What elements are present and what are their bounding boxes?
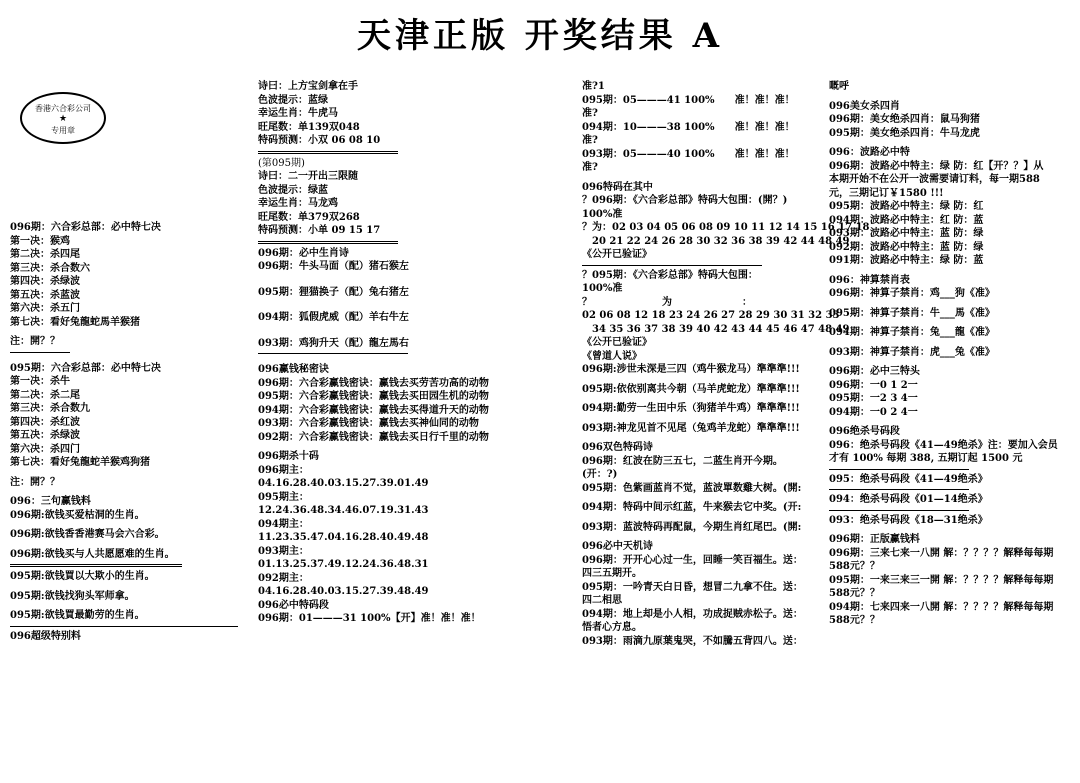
col1-line: 096期:欲钱买与人共愿愿难的生肖。 — [10, 548, 175, 560]
col2-line: 096期：必中生肖诗 — [258, 247, 349, 259]
col4-line: 095：绝杀号码段《41—49绝杀》 — [829, 473, 988, 485]
col2-line: 096期：六合彩赢钱密诀：赢钱去买劳苦功高的动物 — [258, 377, 489, 389]
col4-line: 094期：神算子禁肖：兔___龍《准》 — [829, 327, 995, 338]
divider — [829, 489, 969, 490]
col3-line: 094期:勤劳一生田中乐（狗猪羊牛鸡）準準準!!! — [582, 403, 800, 414]
col3-line: 096特码在其中 — [582, 181, 653, 193]
col4-line: 096期：三来七来一八開 解：？？？？解释每每期588元？？ — [829, 547, 1054, 572]
column-2 — [258, 80, 498, 626]
col4-line: 嘅呼 — [829, 81, 849, 92]
col3-line: 093期：05———40 100% 准！准！准！ — [582, 148, 795, 160]
divider — [258, 241, 398, 244]
col2-line: 诗曰：上方宝剑拿在手 — [258, 81, 358, 92]
col3-line: 准? — [582, 108, 598, 119]
col1-line: 第五决：杀绿波 — [10, 430, 80, 441]
col2-line: 094期：狐假虎威（配）羊右牛左 — [258, 312, 409, 323]
col1-line: 096期：六合彩总部：必中特七决 — [10, 222, 161, 233]
col2-line: 旺尾数：单139双048 — [258, 121, 360, 133]
divider — [829, 510, 969, 511]
col2-line: 旺尾数：单379双268 — [258, 211, 360, 223]
col3-line: ？095期：《六合彩总部》特码大包围： — [582, 269, 758, 281]
col4-line: 096期：美女绝杀四肖：鼠马狗猪 — [829, 114, 980, 125]
col1-line: 第二决：杀二尾 — [10, 389, 80, 401]
col2-line: (第095期) — [258, 157, 305, 169]
col3-line: 准? — [582, 135, 598, 146]
col1-line: 第三决：杀合数六 — [10, 262, 90, 274]
col1-line: 第一决：杀牛 — [10, 376, 70, 387]
col4-line: 096绝杀号码段 — [829, 426, 900, 437]
col4-line: 093：绝杀号码段《18—31绝杀》 — [829, 514, 988, 526]
col4-line: 095期：波路必中特主：绿 防：红 — [829, 201, 984, 212]
col3-line: 096必中天机诗 — [582, 541, 653, 552]
col2-line: 096必中特码段 — [258, 599, 329, 611]
col4-line: 096期：神算子禁肖：鸡___狗《准》 — [829, 288, 995, 299]
col3-line: 094期：特码中间示红蓝，牛来猴去它中奖。(开: — [582, 502, 802, 513]
col1-line: 096期:欲钱买爱枯洞的生肖。 — [10, 509, 145, 521]
col4-line: 096：神算禁肖表 — [829, 274, 910, 286]
col4-line: 元，三期记订￥1580 !!! — [829, 187, 944, 199]
col3-line: 096期:涉世未深是三四（鸡牛猴龙马）準準準!!! — [582, 364, 800, 375]
col1-line: 第三决：杀合数九 — [10, 403, 90, 414]
col3-line: 093期:神龙见首不见尾（兔鸡羊龙蛇）準準準!!! — [582, 422, 800, 434]
col4-line: 095期：一2 3 4一 — [829, 393, 918, 404]
col4-line: 093期：波路必中特主：蓝 防：绿 — [829, 228, 984, 239]
divider — [10, 626, 238, 627]
col3-line: ？为：02 03 04 05 06 08 09 10 11 12 14 15 16 17 18 — [582, 222, 870, 233]
col3-line: ？096期：《六合彩总部》特码大包围：(開？) — [582, 195, 788, 206]
col3-line: 096期：开开心心过一生，回睡一笑百福生。送：四三五期开。 — [582, 554, 803, 579]
seal-label: 专用章 — [51, 126, 75, 135]
col1-line: 第七决：看好兔龍蛇羊猴鸡狗猪 — [10, 457, 150, 468]
col4-line: 095期：一来三来三一開 解：？？？？解释每每期588元？？ — [829, 574, 1054, 599]
col4-line: 093期：神算子禁肖：虎___兔《准》 — [829, 346, 995, 358]
col3-line: 准?1 — [582, 81, 605, 92]
col3-line: 096双色特码诗 — [582, 442, 653, 453]
col2-line: 094期：六合彩赢钱密诀：赢钱去买得道升天的动物 — [258, 404, 489, 416]
divider — [258, 353, 408, 354]
col4-line: 096期：波路必中特主：绿 防：红【开？？】从 — [829, 160, 1044, 172]
col2-line: 特码预测：小双 06 08 10 — [258, 135, 381, 146]
col2-line: 095期：六合彩赢钱密诀：赢钱去买田园生机的动物 — [258, 391, 489, 402]
divider — [10, 564, 182, 567]
col2-line: 色波提示：蓝绿 — [258, 94, 328, 106]
col3-line: 096期：红波在防三五七，二蓝生肖开今期。(开：?) — [582, 455, 783, 480]
col4-line: 096：绝杀号码段《41—49绝杀》注：要加入会员 — [829, 439, 1058, 451]
col3-line: 095期：05———41 100% 准！准！准！ — [582, 94, 795, 106]
col4-line: 095期：美女绝杀四肖：牛马龙虎 — [829, 127, 980, 139]
col2-line: 096期：牛头马面（配）猪石猴左 — [258, 261, 409, 272]
col3-line: 《公开已验证》 — [582, 249, 652, 260]
col1-line: 第二决：杀四尾 — [10, 249, 80, 260]
col1-line: 096期:欲钱香香港赛马会六合彩。 — [10, 529, 165, 540]
col3-line: 《公开已验证》 — [582, 337, 652, 348]
col3-line: 093期：雨滴九原葉鬼哭，不如騰五背四八。送： — [582, 635, 803, 647]
col4-line: 096期：必中三特头 — [829, 366, 920, 377]
col2-line: 095期主：12.24.36.48.34.46.07.19.31.43 — [258, 491, 429, 516]
col2-line: 093期主：01.13.25.37.49.12.24.36.48.31 — [258, 545, 429, 570]
col2-line: 色波提示：绿蓝 — [258, 184, 328, 196]
col1-line: 096：三句赢钱料 — [10, 496, 91, 507]
col3-line: 094期：10———38 100% 准！准！准！ — [582, 121, 795, 133]
col1-line: 注：開？？ — [10, 336, 60, 347]
col1-line: 第六决：杀五门 — [10, 303, 80, 314]
divider — [582, 265, 762, 266]
col3-line: 095期:依依别离共今朝（马羊虎蛇龙）準準準!!! — [582, 383, 800, 395]
col2-line: 094期主：11.23.35.47.04.16.28.40.49.48 — [258, 518, 429, 543]
col2-line: 诗曰：二一开出三限随 — [258, 171, 358, 182]
col4-line: 096期：一0 1 2一 — [829, 379, 918, 391]
col2-line: 096期杀十码 — [258, 451, 319, 462]
col4-line: 094期：波路必中特主：红 防：蓝 — [829, 214, 984, 226]
col4-line: 092期：波路必中特主：蓝 防：绿 — [829, 241, 984, 253]
seal-text: 香港六合彩公司 — [35, 104, 91, 113]
divider — [10, 352, 70, 353]
col2-line: 096赢钱秘密诀 — [258, 364, 329, 375]
col3-line: 093期：蓝波特码再配鼠，今期生肖红尾巴。(開: — [582, 521, 802, 533]
col1-line: 096超级特别料 — [10, 630, 81, 642]
col2-line: 093期：六合彩赢钱密诀：赢钱去买神仙同的动物 — [258, 418, 479, 429]
col2-line: 092期主：04.16.28.40.03.15.27.39.48.49 — [258, 572, 429, 597]
col2-line: 093期：鸡狗升天（配）龍左馬右 — [258, 337, 409, 349]
col4-line: 096美女杀四肖 — [829, 100, 900, 112]
col3-line: 准? — [582, 162, 598, 173]
col3-line: 《曾道人说》 — [582, 350, 642, 362]
col2-line: 096期主：04.16.28.40.03.15.27.39.01.49 — [258, 464, 429, 489]
col4-line: 094期：七来四来一八開 解：？？？？解释每每期588元？？ — [829, 601, 1054, 626]
col4-line: 096：波路必中特 — [829, 147, 910, 158]
col3-line: 095期：一吟青天白日昏，想冒二九拿不住。送：四二相思 — [582, 581, 803, 606]
col2-line: 特码预测：小单 09 15 17 — [258, 225, 381, 236]
col1-line: 第四决：杀红波 — [10, 416, 80, 428]
col3-line: 02 06 08 12 18 23 24 26 27 28 29 30 31 32 33 — [582, 310, 840, 321]
col4-line: 096期：正版赢钱料 — [829, 534, 920, 545]
col3-line: 34 35 36 37 38 39 40 42 43 44 45 46 47 48 49 — [582, 323, 850, 335]
col3-line: 100%准 — [582, 283, 623, 294]
divider — [258, 151, 398, 154]
page-title: 天津正版 开奖结果 A — [356, 16, 724, 56]
col3-line: 095期：色紫画蓝肖不觉，蓝波單数雞大树。(開: — [582, 482, 802, 494]
col1-line: 第七决：看好兔龍蛇馬羊猴猪 — [10, 316, 140, 328]
col2-line: 幸运生肖：牛虎马 — [258, 108, 338, 119]
col1-line: 095期：六合彩总部：必中特七决 — [10, 362, 161, 374]
col3-line: 094期：地上却是小人相，功成捉贼赤松子。送：悟者心方息。 — [582, 608, 803, 633]
col4-line: 095期：神算子禁肖：牛___馬《准》 — [829, 307, 995, 319]
col2-line: 096期：01———31 100%【开】准！准！准！ — [258, 613, 481, 624]
col1-line: 注：開？？ — [10, 476, 60, 488]
col4-line: 094期：一0 2 4一 — [829, 406, 918, 418]
col1-line: 095期:欲钱買以大欺小的生肖。 — [10, 571, 155, 582]
col4-line: 094：绝杀号码段《01—14绝杀》 — [829, 494, 988, 505]
col1-line: 第四决：杀绿波 — [10, 276, 80, 287]
col1-line: 第一决：猴鸡 — [10, 235, 70, 247]
col3-line: 100%准 — [582, 208, 623, 220]
column-1 — [10, 221, 240, 643]
col1-line: 095期:欲钱找狗头军师拿。 — [10, 590, 135, 602]
divider — [829, 469, 969, 470]
company-seal — [20, 92, 106, 144]
col2-line: 095期：狸猫换子（配）兔右猪左 — [258, 286, 409, 298]
col2-line: 092期：六合彩赢钱密诀：赢钱去买日行千里的动物 — [258, 431, 489, 443]
col3-line: 20 21 22 24 26 28 30 32 36 38 39 42 44 48 49 — [582, 235, 850, 247]
col3-line: ？ 为 ： — [582, 296, 752, 308]
col4-line: 091期：波路必中特主：绿 防：蓝 — [829, 255, 984, 266]
col2-line: 幸运生肖：马龙鸡 — [258, 198, 338, 209]
col4-line: 才有 100% 每期 388, 五期订起 1500 元 — [829, 453, 1023, 464]
col1-line: 第五决：杀蓝波 — [10, 289, 80, 301]
col1-line: 095期:欲钱買最勤劳的生肖。 — [10, 610, 145, 621]
col4-line: 本期开始不在公开一波需要请订料，每一期588 — [829, 174, 1040, 185]
col1-line: 第六决：杀四门 — [10, 443, 80, 455]
seal-star-icon: ★ — [58, 114, 68, 124]
column-4 — [829, 80, 1074, 628]
